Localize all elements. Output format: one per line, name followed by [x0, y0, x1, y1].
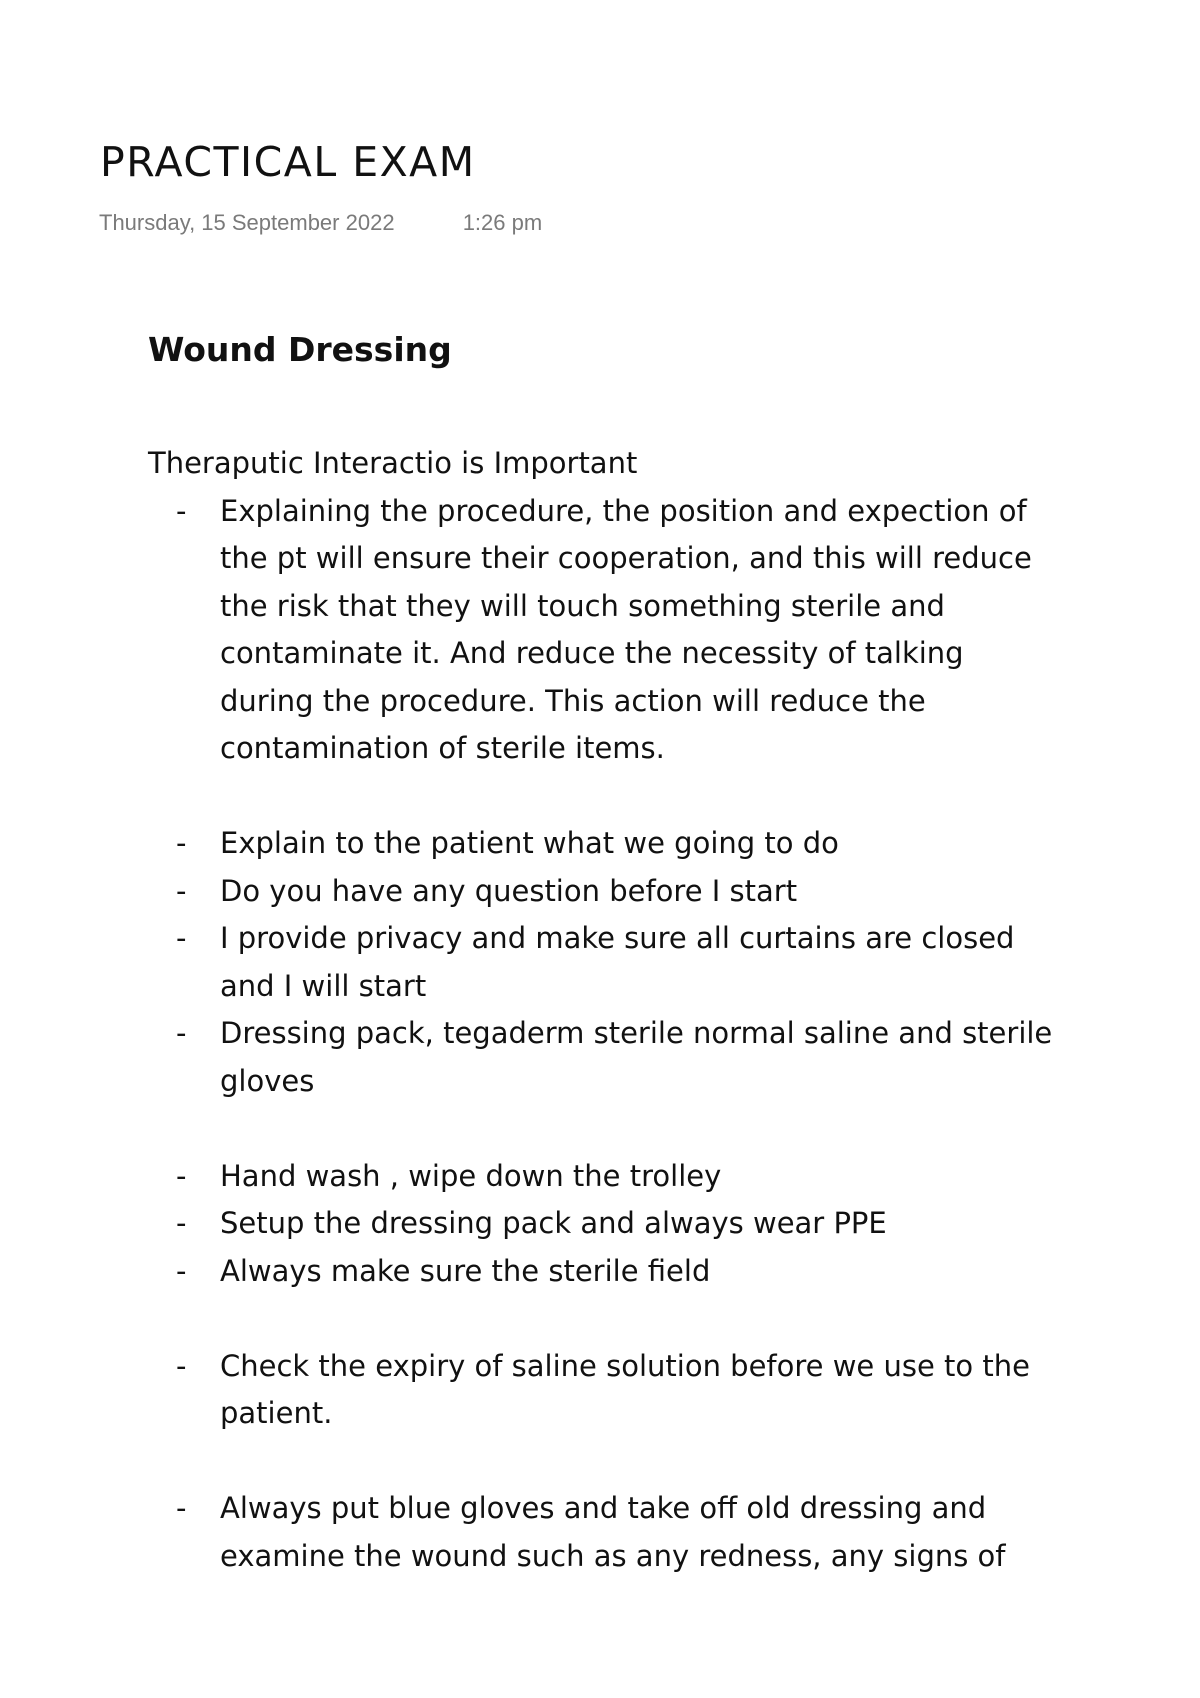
bullet-group-1 — [148, 488, 1128, 773]
note-timestamp — [99, 210, 542, 236]
section-heading: Wound Dressing — [148, 330, 452, 369]
list-item: - Explaining the procedure, the position and expection of the pt will ensure their cooperation, and this will reduce the risk that they will touch something sterile and contaminate it. And reduce the necessity of talking during the procedure. This action will reduce the contamination of sterile items. — [148, 488, 1060, 773]
page-title: PRACTICAL EXAM — [100, 138, 476, 186]
note-date: Thursday, 15 September 2022 — [99, 210, 395, 235]
spacer — [148, 1105, 1128, 1153]
note-time: 1:26 pm — [462, 210, 543, 235]
spacer — [148, 1438, 1128, 1486]
intro-line: Theraputic Interactio is Important — [148, 446, 638, 480]
list-item: - Do you have any question before I start — [148, 868, 1060, 916]
list-item: - Explain to the patient what we going to do — [148, 820, 1060, 868]
bullet-group-3 — [148, 1153, 1128, 1296]
bullet-group-2 — [148, 820, 1128, 1105]
list-item: - Setup the dressing pack and always wear PPE — [148, 1200, 1060, 1248]
list-item: - Dressing pack, tegaderm sterile normal saline and sterile gloves — [148, 1010, 1060, 1105]
bullet-group-4 — [148, 1343, 1128, 1438]
spacer — [148, 1295, 1128, 1343]
list-item: - Always make sure the sterile field — [148, 1248, 1060, 1296]
note-body — [148, 330, 1128, 1580]
list-item: - Always put blue gloves and take off old dressing and examine the wound such as any redness, any signs of — [148, 1485, 1060, 1580]
bullet-group-5 — [148, 1485, 1128, 1580]
list-item: - Hand wash , wipe down the trolley — [148, 1153, 1060, 1201]
spacer — [148, 773, 1128, 821]
list-item: - I provide privacy and make sure all curtains are closed and I will start — [148, 915, 1060, 1010]
list-item: - Check the expiry of saline solution before we use to the patient. — [148, 1343, 1060, 1438]
